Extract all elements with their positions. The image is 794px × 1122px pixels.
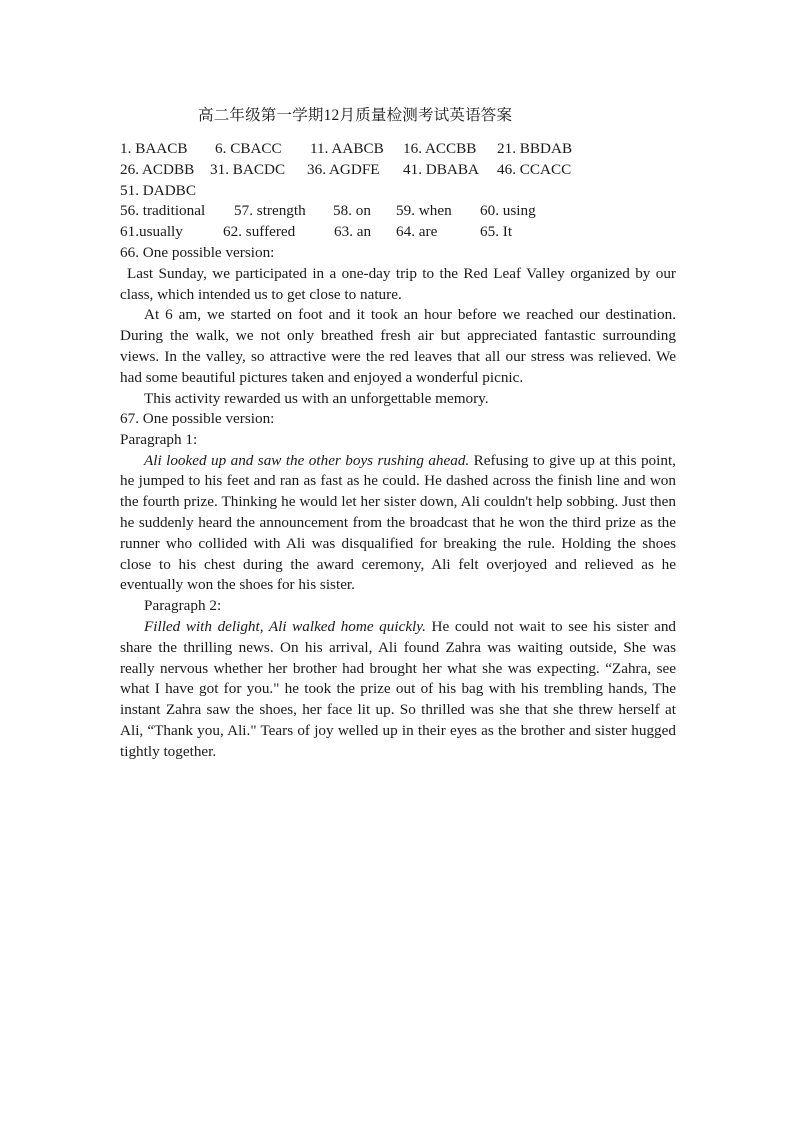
essay-paragraph xyxy=(120,451,676,597)
answer-group: 56. traditional xyxy=(120,202,206,220)
paragraph-body: He could not wait to see his sister and share the thrilling news. On his arrival, Ali found Zahra was waiting outside, She was really nervous whether her brother had brought her what she was expecting. “Zahra, see what I have got for you." he took the prize out of his bag with his trembling hands, The instant Zahra saw the shoes, her face lit up. So thrilled was she that she threw herself at Ali, “Thank you, Ali." Tears of joy welled up in their eyes as the brother and sister hugged tightly together. xyxy=(120,617,677,760)
answer-group: 65. It xyxy=(480,223,513,241)
answer-group: 36. AGDFE xyxy=(307,160,380,178)
essay-67 xyxy=(120,409,676,763)
answer-row xyxy=(120,139,676,160)
answer-group: 1. BAACB xyxy=(120,140,188,157)
page-title: 高二年级第一学期12月质量检测考试英语答案 xyxy=(198,107,513,124)
answer-row xyxy=(120,181,676,202)
essay-paragraph: Last Sunday, we participated in a one-day trip to the Red Leaf Valley organized by our class, which intended us to get close to nature. xyxy=(120,264,676,303)
answer-group: 62. suffered xyxy=(223,223,296,241)
answer-group: 41. DBABA xyxy=(403,160,479,178)
answer-row xyxy=(120,201,676,222)
paragraph-label: Paragraph 2: xyxy=(144,597,222,615)
answer-group: 59. when xyxy=(396,202,452,220)
answer-group: 57. strength xyxy=(234,202,306,220)
answer-key xyxy=(120,139,676,243)
answer-group: 26. ACDBB xyxy=(120,160,195,178)
answer-group: 46. CCACC xyxy=(497,160,572,178)
answer-group: 6. CBACC xyxy=(215,140,282,157)
answer-group: 60. using xyxy=(480,202,536,220)
answer-group: 63. an xyxy=(334,223,372,241)
paragraph-body: Refusing to give up at this point, he jumped to his feet and ran as fast as he could. He dashed across the finish line and won the fourth prize. Thinking he would let her sister down, Ali couldn't help sobbing. Just then he suddenly heard the announcement from the broadcast that he won the third prize as the runner who collided with Ali was disqualified for breaking the rule. Holding the shoes close to his chest during the award ceremony, Ali felt overjoyed and relieved as he eventually won the shoes for his sister. xyxy=(120,451,676,594)
answer-group: 61.usually xyxy=(120,223,183,241)
answer-group: 31. BACDC xyxy=(210,160,286,178)
essay-paragraph xyxy=(120,617,676,763)
essay-paragraph: This activity rewarded us with an unforgettable memory. xyxy=(144,389,489,407)
answer-group: 11. AABCB xyxy=(310,140,384,157)
answer-group: 21. BBDAB xyxy=(497,140,573,157)
paragraph-label: Paragraph 1: xyxy=(120,430,198,448)
answer-row xyxy=(120,160,676,181)
essay-66 xyxy=(120,243,676,409)
answer-group: 58. on xyxy=(333,202,371,220)
essay-paragraph: At 6 am, we started on foot and it took an hour before we reached our destination. During the walk, we not only breathed fresh air but appreciated fantastic surrounding views. In the valley, so attractive were the red leaves that all our stress was relieved. We had some beautiful pictures taken and enjoyed a wonderful picnic. xyxy=(120,306,676,386)
answer-group: 16. ACCBB xyxy=(403,140,477,157)
answer-row xyxy=(120,222,676,243)
given-opening-sentence: Filled with delight, Ali walked home quickly. xyxy=(144,617,426,635)
given-opening-sentence: Ali looked up and saw the other boys rushing ahead. xyxy=(144,451,470,469)
answer-group: 51. DADBC xyxy=(120,181,196,199)
section-heading: 67. One possible version: xyxy=(120,410,275,427)
answer-group: 64. are xyxy=(396,223,438,241)
section-heading: 66. One possible version: xyxy=(120,244,275,261)
